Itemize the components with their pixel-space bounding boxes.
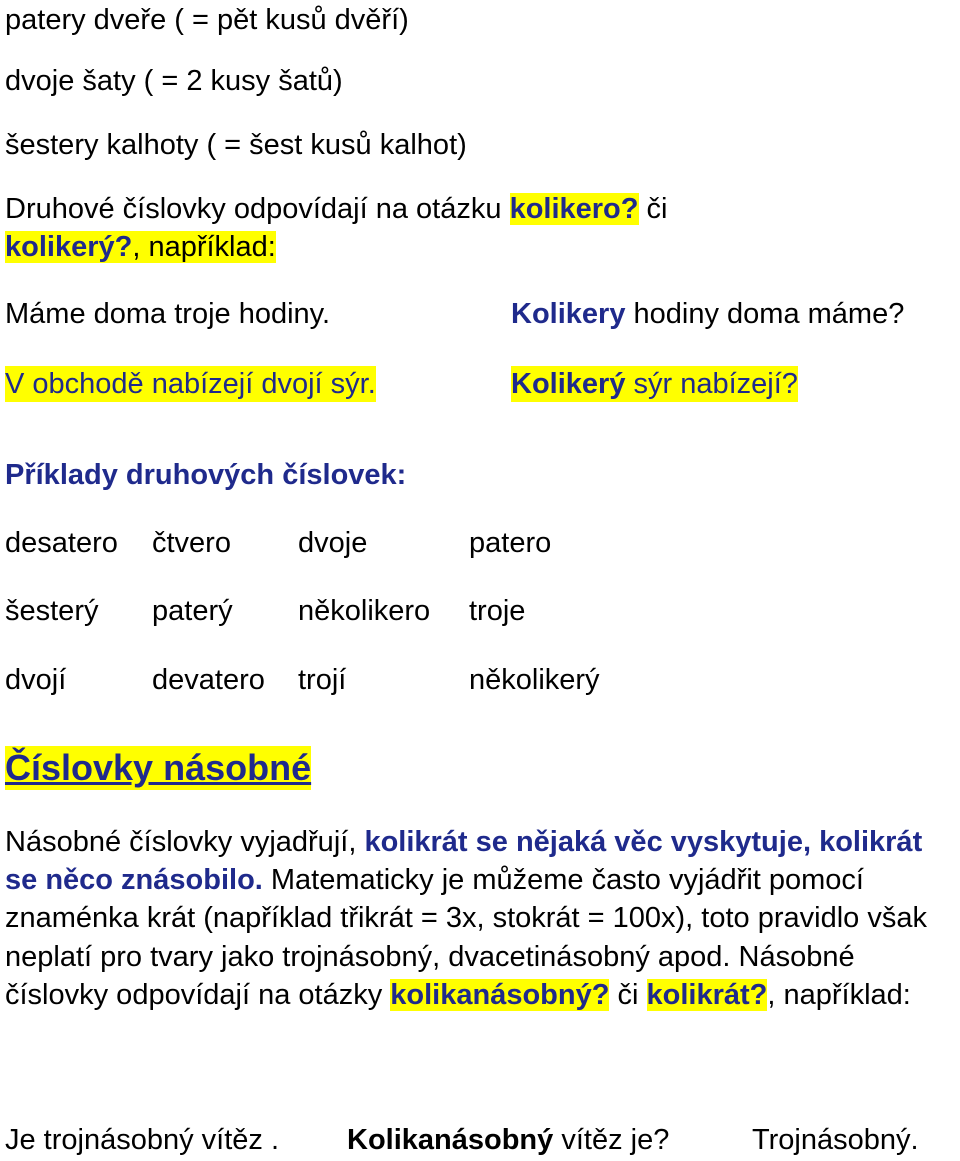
highlight-kolikero: kolikero? bbox=[509, 193, 639, 225]
grid-cell: troje bbox=[469, 595, 526, 627]
grid-cell: několikerý bbox=[469, 664, 600, 696]
section-heading: Číslovky násobné bbox=[5, 747, 312, 788]
paragraph-bold-phrase: kolikrát se nějaká věc vyskytuje, kolikrát se něco znásobilo. bbox=[5, 826, 923, 897]
grid-cell: trojí bbox=[298, 664, 347, 696]
highlight-kolikanasobny: kolikanásobný? bbox=[390, 978, 610, 1011]
example-question-1-rest: hodiny doma máme? bbox=[625, 298, 905, 330]
druhove-question-mid: či bbox=[638, 193, 668, 225]
final-example-sentence: Je trojnásobný vítěz . bbox=[5, 1124, 280, 1156]
grid-cell: dvoje bbox=[298, 527, 368, 559]
druhove-question-line-1 bbox=[5, 191, 668, 227]
grid-cell: patero bbox=[469, 527, 552, 559]
example-sentence-1: Máme doma troje hodiny. bbox=[5, 298, 331, 330]
final-example-question-rest: vítěz je? bbox=[553, 1124, 670, 1156]
grid-cell: dvojí bbox=[5, 664, 67, 696]
final-example-answer: Trojnásobný. bbox=[752, 1124, 919, 1156]
grid-cell: paterý bbox=[152, 595, 233, 627]
intro-line-2: dvoje šaty ( = 2 kusy šatů) bbox=[5, 65, 343, 97]
intro-line-3: šestery kalhoty ( = šest kusů kalhot) bbox=[5, 129, 467, 161]
paragraph-text: Násobné číslovky vyjadřují, bbox=[5, 826, 365, 858]
druhove-question-suffix: , například: bbox=[132, 231, 276, 263]
grid-cell: šesterý bbox=[5, 595, 99, 627]
grid-cell: čtvero bbox=[152, 527, 231, 559]
highlight-kolikery: kolikerý? bbox=[5, 231, 133, 263]
grid-cell: devatero bbox=[152, 664, 265, 696]
intro-line-1: patery dveře ( = pět kusů dvěří) bbox=[5, 4, 409, 36]
paragraph-text: či bbox=[609, 978, 647, 1011]
paragraph-text: , například: bbox=[767, 978, 911, 1011]
example-question-2-rest: sýr nabízejí? bbox=[625, 368, 798, 400]
example-question-2 bbox=[511, 366, 798, 402]
final-example-question-bold: Kolikanásobný bbox=[347, 1124, 554, 1156]
example-sentence-2: V obchodě nabízejí dvojí sýr. bbox=[5, 368, 376, 400]
example-question-1 bbox=[511, 296, 904, 332]
druhove-question-prefix: Druhové číslovky odpovídají na otázku bbox=[5, 193, 510, 225]
grid-cell: desatero bbox=[5, 527, 118, 559]
example-question-2-bold: Kolikerý bbox=[511, 368, 626, 400]
druhove-question-line-2 bbox=[5, 229, 276, 265]
example-question-1-bold: Kolikery bbox=[511, 298, 626, 330]
examples-subheading: Příklady druhových číslovek: bbox=[5, 459, 407, 491]
final-example-question bbox=[347, 1122, 669, 1158]
paragraph-text: Matematicky je můžeme často vyjádřit pomocí znaménka krát (například třikrát = 3x, stokrát = 100x), toto pravidlo však neplatí pro tvary jako trojnásobný, dvacetinásobný apod. Násobné číslovky odpovídají na otázky bbox=[5, 864, 927, 1011]
grid-cell: několikero bbox=[298, 595, 431, 627]
nasobne-paragraph bbox=[5, 823, 955, 1014]
highlight-kolikrat: kolikrát? bbox=[646, 978, 768, 1011]
